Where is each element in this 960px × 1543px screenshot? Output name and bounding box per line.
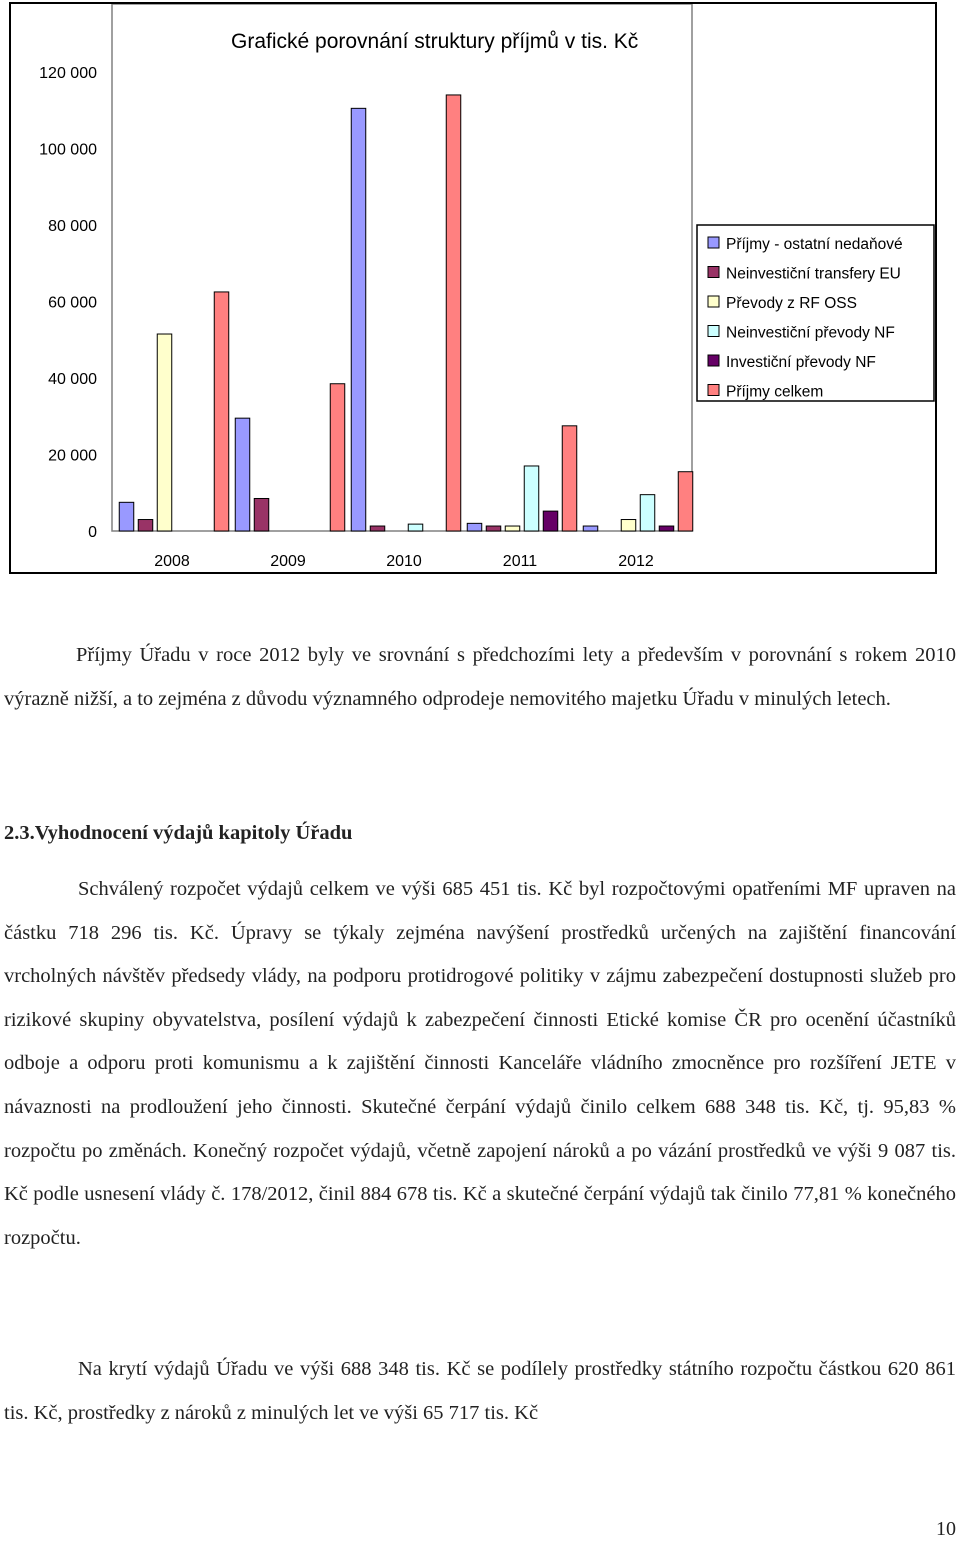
x-tick-label: 2011 (502, 553, 538, 570)
y-tick-label: 100 000 (39, 141, 97, 159)
section-heading: 2.3.Vyhodnocení výdajů kapitoly Úřadu (4, 822, 353, 844)
bar (562, 426, 577, 531)
legend-label: Příjmy - ostatní nedaňové (726, 236, 903, 253)
bar (621, 520, 636, 531)
page-number: 10 (936, 1518, 956, 1540)
legend-label: Neinvestiční transfery EU (726, 265, 901, 283)
y-tick-label: 60 000 (48, 294, 97, 312)
bar (408, 524, 423, 531)
bar (351, 108, 366, 531)
bar (235, 418, 250, 531)
bar (330, 384, 345, 531)
bar (214, 292, 229, 531)
legend-swatch (708, 326, 719, 337)
legend-swatch (708, 355, 719, 366)
legend-label: Investiční převody NF (726, 354, 876, 371)
bar (370, 526, 385, 531)
x-tick-label: 2010 (386, 553, 422, 570)
bar (254, 498, 269, 531)
x-tick-label: 2009 (270, 553, 306, 570)
paragraph-coverage: Na krytí výdajů Úřadu ve výši 688 348 tis. Kč se podílely prostředky státního rozpočtu částkou 620 861 tis. Kč, prostředky z nároků z minulých let ve výši 65 717 tis. Kč (4, 1358, 956, 1424)
chart-frame (9, 2, 937, 574)
bar-chart (11, 4, 935, 572)
bar (486, 526, 501, 531)
legend-label: Příjmy celkem (726, 383, 824, 401)
y-tick-label: 20 000 (48, 447, 97, 465)
bar (659, 526, 674, 531)
bar (119, 502, 134, 531)
chart-title: Grafické porovnání struktury příjmů v tis. Kč (231, 30, 639, 53)
bar (543, 511, 558, 531)
y-tick-label: 80 000 (48, 218, 97, 235)
bar (505, 526, 520, 531)
bar (583, 526, 598, 531)
bar (524, 466, 539, 531)
legend-swatch (708, 385, 719, 396)
legend-swatch (708, 267, 719, 278)
legend-swatch (708, 296, 719, 307)
bar (640, 495, 655, 531)
legend-swatch (708, 237, 719, 248)
x-tick-label: 2012 (618, 553, 654, 570)
bar (678, 472, 693, 531)
legend-label: Neinvestiční převody NF (726, 324, 895, 342)
paragraph-expenditure: Schválený rozpočet výdajů celkem ve výši 685 451 tis. Kč byl rozpočtovými opatřeními MF upraven na částku 718 296 tis. Kč. Úpravy se týkaly zejména navýšení prostředků určených na zajištění financování vrcholných návštěv předsedy vlády, na podporu protidrogové politiky v zájmu zabezpečení dostupnosti služeb pro rizikové skupiny obyvatelstva, posílení výdajů k zabezpečení činnosti Etické komise ČR pro ocenění účastníků odboje a odporu proti komunismu a k zajištění činnosti Kanceláře vládního zmocněnce pro rozšíření JETE v návaznosti na prodloužení jeho činnosti. Skutečné čerpání výdajů činilo celkem 688 348 tis. Kč, tj. 95,83 % rozpočtu po změnách. Konečný rozpočet výdajů, včetně zapojení nároků a po vázání prostředků ve výši 9 087 tis. Kč podle usnesení vlády č. 178/2012, činil 884 678 tis. Kč a skutečné čerpání výdajů tak činilo 77,81 % konečného rozpočtu. (4, 878, 956, 1249)
y-tick-label: 0 (88, 524, 97, 541)
bar (157, 334, 172, 531)
bar (446, 95, 461, 531)
y-tick-label: 120 000 (39, 65, 97, 82)
bar (138, 520, 153, 531)
bar (467, 523, 482, 531)
x-tick-label: 2008 (154, 553, 190, 570)
plot-area (112, 4, 692, 531)
legend-label: Převody z RF OSS (726, 295, 857, 312)
y-tick-label: 40 000 (48, 371, 97, 388)
paragraph-intro: Příjmy Úřadu v roce 2012 byly ve srovnání s předchozími lety a především v porovnání s rokem 2010 výrazně nižší, a to zejména z důvodu významného odprodeje nemovitého majetku Úřadu v minulých letech. (4, 644, 956, 710)
